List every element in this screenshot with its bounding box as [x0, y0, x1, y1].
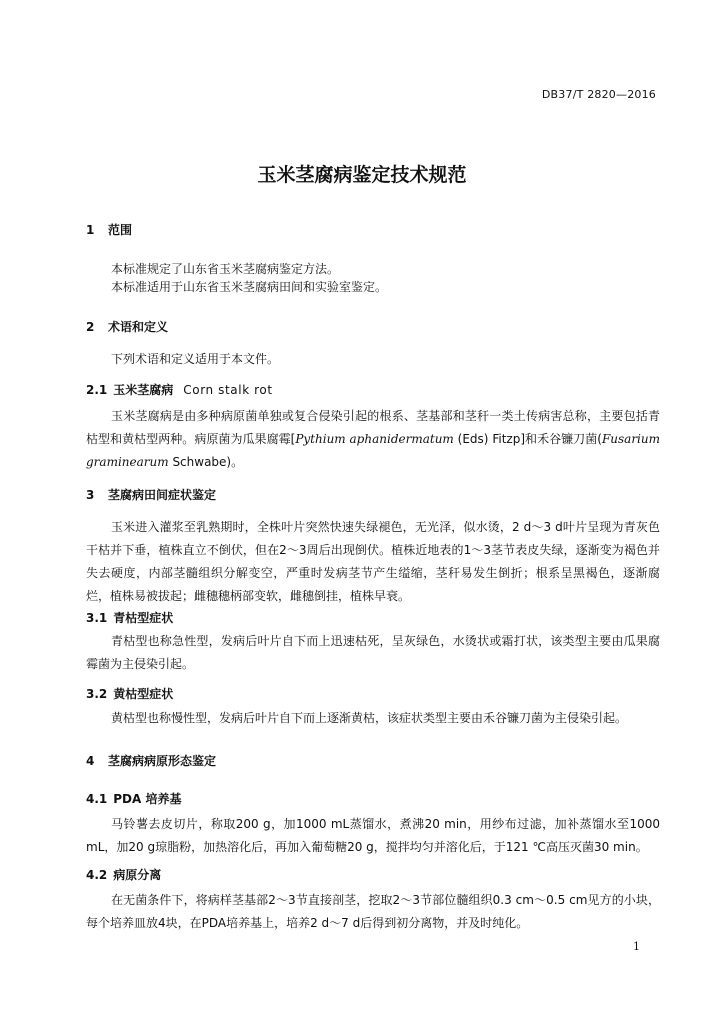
section-title: 青枯型症状 [113, 611, 174, 625]
field-symptoms-paragraph: 玉米进入灌浆至乳熟期时，全株叶片突然快速失绿褪色，无光泽，似水烫，2 d～3 d叶片呈现为青灰色干枯并下垂，植株直立不倒伏，但在2～3周后出现倒伏。植株近地表的1～3茎节表皮失绿，逐渐变为褐色并失去硬度，内部茎髓组织分解变空，严重时发病茎节产生缢缩，茎秆易发生倒折；根系呈黑褐色，逐渐腐烂，植株易被拔起；雌穗穗柄部变软，雌穗倒挂，植株早衰。 [86, 520, 660, 603]
page-number: 1 [633, 940, 640, 953]
terms-intro: 下列术语和定义适用于本文件。 [111, 352, 280, 366]
pathogen-latin-name-1: Pythium aphanidermatum [295, 432, 454, 446]
definition-paragraph [86, 405, 660, 474]
section-number: 2.1 [86, 383, 108, 397]
section-number: 1 [86, 223, 95, 237]
definition-text-a: 玉米茎腐病是由多种病原菌单独或复合侵染引起的根系、茎基部和茎秆一类土传病害总称，主要包括青枯型和黄枯型两种。病原菌为瓜果腐霉[ [86, 409, 660, 446]
pathogen-latin-name-2: Fusarium graminearum [86, 432, 661, 469]
section-title: 范围 [108, 223, 133, 237]
pda-medium-paragraph: 马铃薯去皮切片，称取200 g，加1000 mL蒸馏水，煮沸20 min，用纱布过滤，加补蒸馏水至1000 mL，加20 g琼脂粉，加热溶化后，再加入葡萄糖20 g，搅拌均匀并溶化后，于121 ℃高压灭菌30 min。 [86, 817, 660, 854]
term-english: Corn stalk rot [183, 383, 273, 397]
section-number: 3.1 [86, 611, 108, 625]
pathogen-isolation-paragraph: 在无菌条件下，将病样茎基部2～3节直接剖茎，挖取2～3节部位髓组织0.3 cm～0.5 cm见方的小块，每个培养皿放4块，在PDA培养基上，培养2 d～7 d后得到初分离物，并及时纯化。 [86, 893, 660, 930]
section-4-1-heading [86, 790, 182, 807]
section-3-1-heading [86, 609, 173, 626]
section-2-1-heading [86, 381, 273, 398]
section-title: 玉米茎腐病 [113, 383, 174, 397]
green-wilt-paragraph: 青枯型也称急性型，发病后叶片自下而上迅速枯死，呈灰绿色，水烫状或霜打状，该类型主要由瓜果腐霉菌为主侵染引起。 [86, 634, 660, 671]
document-title: 玉米茎腐病鉴定技术规范 [257, 164, 467, 186]
definition-text-c: Schwabe)。 [168, 455, 244, 469]
section-number: 2 [86, 320, 95, 334]
section-title: 黄枯型症状 [113, 687, 174, 701]
section-1-heading [86, 221, 132, 238]
section-number: 4 [86, 754, 95, 768]
section-title: 术语和定义 [108, 320, 169, 334]
scope-line-2: 本标准适用于山东省玉米茎腐病田间和实验室鉴定。 [111, 280, 388, 294]
section-title: 病原分离 [113, 868, 162, 882]
section-title: 茎腐病病原形态鉴定 [108, 754, 217, 768]
section-2-heading [86, 318, 168, 335]
section-3-heading [86, 486, 216, 503]
section-3-2-heading [86, 685, 173, 702]
section-title: 茎腐病田间症状鉴定 [108, 488, 217, 502]
section-4-heading [86, 752, 216, 769]
yellow-wilt-paragraph: 黄枯型也称慢性型，发病后叶片自下而上逐渐黄枯，该症状类型主要由禾谷镰刀菌为主侵染引起。 [111, 711, 628, 725]
section-number: 4.1 [86, 792, 108, 806]
section-number: 4.2 [86, 868, 108, 882]
definition-text-b: (Eds) Fitzp]和禾谷镰刀菌( [453, 432, 602, 446]
section-number: 3.2 [86, 687, 108, 701]
standard-code: DB37/T 2820—2016 [541, 88, 656, 101]
section-number: 3 [86, 488, 95, 502]
section-title: PDA 培养基 [113, 792, 182, 806]
section-4-2-heading [86, 866, 161, 883]
scope-line-1: 本标准规定了山东省玉米茎腐病鉴定方法。 [111, 262, 340, 276]
